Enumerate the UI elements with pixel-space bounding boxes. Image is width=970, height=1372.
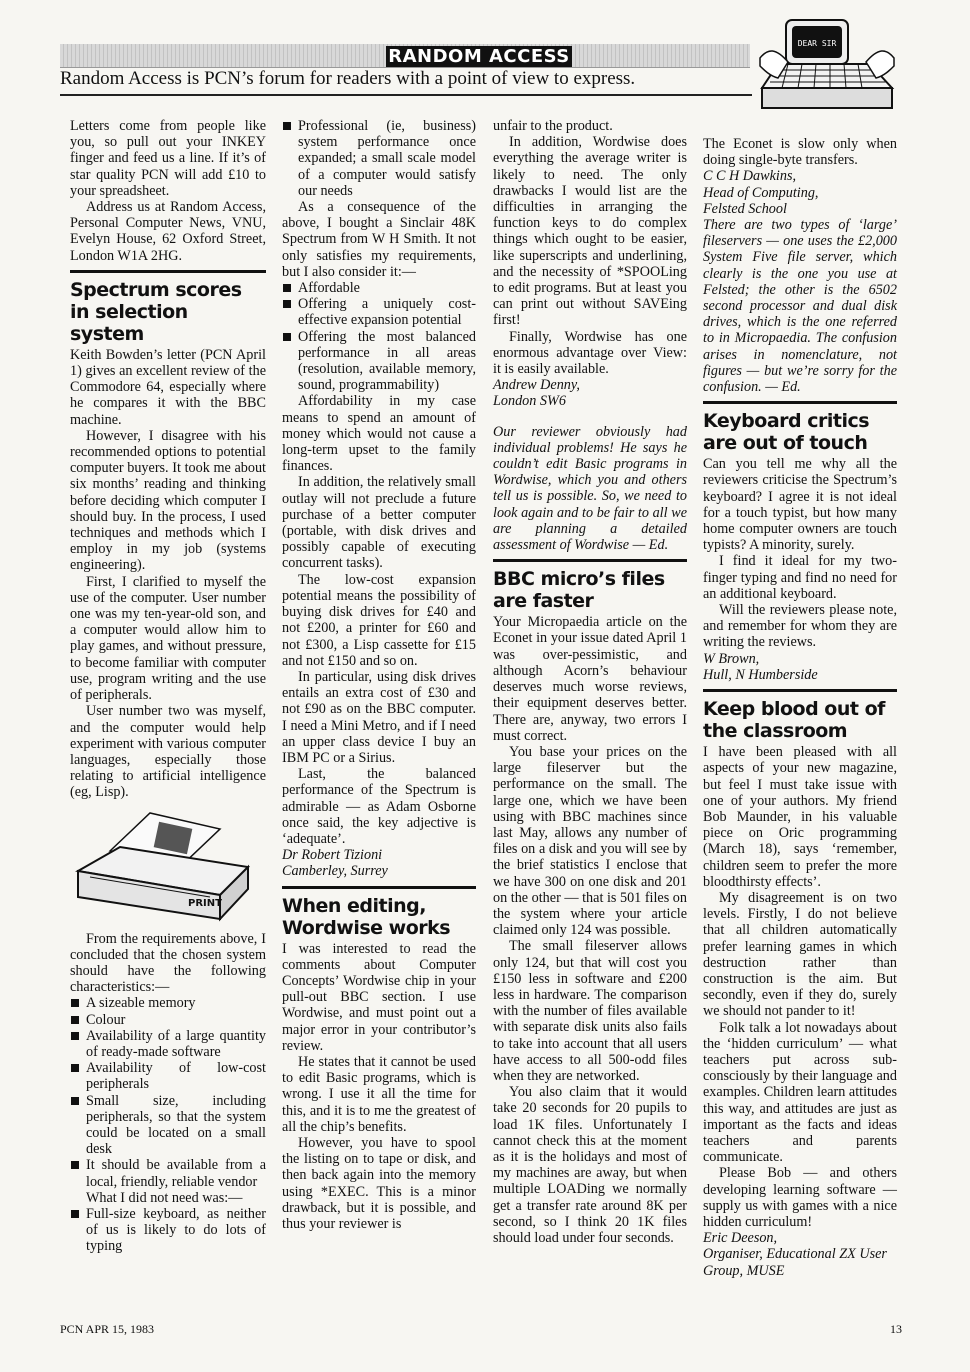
paragraph: However, I disagree with his recommended options to potential computer buyers. It took me about six months’ reading and thinking before deciding which computer I should buy. In the process, I used techniques and methods which I employ in my job (systems engineering). [70, 427, 266, 574]
section-banner: RANDOM ACCESS [386, 46, 572, 67]
paragraph: As a consequence of the above, I bought a Sinclair 48K Spectrum from W H Smith. It not only satisfies my requirements, but I also consider it:— [282, 199, 476, 280]
paragraph: In addition, Wordwise does everything the average writer is likely to need. The only drawbacks I would list are the difficulties in arranging the function keys to do complex things which ought to be easier, like superscripts and underlining, and the necessity of *SPOOLing to edit programs. But at least you can print out without SAVEing first! [493, 134, 687, 329]
terminal-screen-text: DEAR SIR [797, 39, 837, 48]
section-tagline: Random Access is PCN’s forum for readers with a point of view to express. [60, 68, 636, 89]
paragraph: I was interested to read the comments about Computer Concepts’ Wordwise chip in your pull-out BBC section. I use Wordwise, and must point out a major error in your contributor’s review. [282, 940, 476, 1054]
paragraph: In particular, using disk drives entails an extra cost of £30 and not £90 as on the BBC computer. I need a Mini Metro, and if I need an upper class device I buy an IBM PC or a Sirius. [282, 668, 476, 766]
headline-bbc-files-faster: BBC micro’s files are faster [493, 559, 687, 612]
signature-place: Camberley, Surrey [282, 863, 388, 880]
list-item: Availability of low-cost peripherals [70, 1060, 266, 1092]
paragraph: Will the reviewers please note, and remember for whom they are writing the reviews. [703, 602, 897, 651]
paragraph: What I did not need was:— [86, 1189, 243, 1206]
paragraph: Affordability in my case means to spend an amount of money which would not cause a long-term upset to the family finances. [282, 393, 476, 475]
paragraph: Please Bob — and others developing learning software — supply us with games with a nice hidden curriculum! [703, 1165, 897, 1230]
terminal-illustration [758, 18, 896, 122]
signature-name: Eric Deeson, [703, 1230, 778, 1247]
signature-organisation: Organiser, Educational ZX User Group, MUSE [703, 1246, 887, 1279]
intro-text: Letters come from people like you, so pull out your INKEY finger and feed us a line. If it’s of star quality PCN will add £10 to your spreadsheet. [70, 118, 266, 199]
page-number: 13 [890, 1322, 902, 1336]
bullet-list [282, 118, 476, 199]
headline-keyboard-critics: Keyboard critics are out of touch [703, 401, 897, 454]
editor-note: Our reviewer obviously had individual problems! He says he couldn’t edit Basic programs in Wordwise, which you and others tell us is possible. So, we need to look again and to be fair to all we are planning a detailed assessment of Wordwise — Ed. [493, 423, 687, 554]
list-item: A sizeable memory [70, 995, 266, 1011]
list-item: Professional (ie, business) system performance once expanded; a small scale model of a computer would satisfy our needs [282, 118, 476, 199]
header-rule [60, 94, 752, 96]
list-item: Offering the most balanced performance in all areas (resolution, available memory, sound, programmability) [282, 329, 476, 394]
signature-title: Head of Computing, [703, 184, 819, 201]
list-item: Availability of a large quantity of ready-made software [70, 1028, 266, 1060]
paragraph: Folk talk a lot nowadays about the ‘hidden curriculum’ — what teachers put across sub-consciously by their language and examples. Children learn attitudes this way, and attitudes are just as important as the facts and ideas teachers and parents communicate. [703, 1019, 897, 1166]
paragraph: I have been pleased with all aspects of your new magazine, but feel I must take issue with one of your authors. My friend Bob Maunder, in his valuable piece on Oric programming (March 18), says ‘remember, children seem to prefer the more bloodthirsty effects’. [703, 744, 897, 890]
list-item: Full-size keyboard, as neither of us is likely to do lots of typing [70, 1206, 266, 1255]
paragraph: Your Micropaedia article on the Econet in your issue dated April 1 was over-pessimistic, and although Acorn’s behaviour deserves much worse reviews, their equipment deserves better. There are, anyway, two errors I must correct. [493, 614, 687, 744]
signature-place: Hull, N Humberside [703, 666, 818, 683]
paragraph: unfair to the product. [493, 118, 613, 134]
column-4 [703, 136, 897, 1279]
paragraph: Last, the balanced performance of the Spectrum is admirable — as Adam Osborne once said, the key adjective is ‘adequate’. [282, 766, 476, 847]
signature-place: Felsted School [703, 200, 787, 217]
paragraph: He states that it cannot be used to edit Basic programs, which is wrong. I use it all the time for this, and it is to me the greatest of all the chip’s benefits. [282, 1053, 476, 1135]
paragraph: You also claim that it would take 20 seconds for 20 pupils to load 1K files. Unfortunately I cannot check this at the moment as it is the holidays and most of my machines are away, but when multiple LOADing we normally get a transfer rate around 8K per second, so I think 20 1K files should load under four seconds. [493, 1084, 687, 1246]
bullet-list [282, 280, 476, 393]
paragraph: I find it ideal for my two-finger typing and find no need for an additional keyboard. [703, 553, 897, 602]
list-item: Colour [70, 1012, 266, 1028]
paragraph: The Econet is slow only when doing single-byte transfers. [703, 136, 897, 169]
signature-name: W Brown, [703, 650, 760, 667]
paragraph: My disagreement is on two levels. Firstly, I do not believe that all children automatically prefer learning games in which destruction rather than construction is the aim. But secondly, even if they do, surely we should not pander to it! [703, 889, 897, 1020]
bullet-list [70, 995, 266, 1189]
paragraph: You base your prices on the large fileserver but the performance on the small. The large one, which we have been using with BBC machines since last May, allows any number of files on a disk and you will see by the brief statistics I enclose that we have 300 on one disk and 201 on the other — that is 501 files on the system where your article claimed only 124 was possible. [493, 743, 687, 939]
paragraph: Can you tell me why all the reviewers criticise the Spectrum’s keyboard? I agree it is not ideal for a touch typist, but how many home computer owners are touch typists? A minority, surely. [703, 456, 897, 554]
address-text: Address us at Random Access, Personal Computer News, VNU, Evelyn House, 62 Oxford Street, London W1A 2HG. [70, 199, 266, 264]
signature-place: London SW6 [493, 393, 566, 410]
list-item: Affordable [282, 280, 476, 296]
signature-name: Dr Robert Tizioni [282, 847, 383, 864]
column-2 [282, 118, 476, 1232]
printer-illustration [70, 807, 260, 923]
paragraph: In addition, the relatively small outlay will not preclude a future purchase of a better computer (portable, with disk drives and possibly capable of executing concurrent tasks). [282, 474, 476, 572]
headline-wordwise-works: When editing, Wordwise works [282, 886, 476, 939]
list-item: Small size, including peripherals, so that the system could be located on a small desk [70, 1093, 266, 1158]
editor-note: There are two types of ‘large’ fileservers — one uses the £2,000 System Five file server, which clearly is the one you use at Felsted; the other is the 6502 second processor and dual disk drives, which is the one referred to in Micropaedia. The confusion arises in nomenclature, not figures — but we’re sorry for the confusion. — Ed. [703, 217, 897, 396]
list-item: Offering a uniquely cost-effective expansion potential [282, 296, 476, 328]
column-1 [70, 118, 266, 1255]
column-3 [493, 118, 687, 1246]
paragraph: User number two was myself, and the computer would help experiment with various computer languages, especially those relating to artificial intelligence (eg, Lisp). [70, 703, 266, 801]
list-item: It should be available from a local, friendly, reliable vendor [70, 1157, 266, 1189]
headline-spectrum-scores: Spectrum scores in selection system [70, 270, 266, 345]
paragraph: The low-cost expansion potential means the possibility of buying disk drives for £40 and not £200, a printer for £60 and not £300, a Lisp cassette for £15 and not £150 and so on. [282, 571, 476, 669]
paragraph: The small fileserver allows only 124, but that will cost you £150 less in software and £200 less in hardware. The comparison with the number of files available with separate disk units also fails to take into account that all users have access to all 500-odd files when they are networked. [493, 938, 687, 1084]
paragraph: First, I clarified to myself the use of the computer. User number one was my ten-year-old son, and a computer would allow him to play games, and without pressure, to become familiar with computer use, program writing and the use of peripherals. [70, 573, 266, 704]
paragraph: However, you have to spool the listing on to tape or disk, and then back again into the memory using *EXEC. This is a minor drawback, but it is possible, and thus your reviewer is [282, 1134, 476, 1232]
signature-name: Andrew Denny, [493, 377, 580, 394]
paragraph: Keith Bowden’s letter (PCN April 1) gives an excellent review of the Commodore 64, especially where he compares it with the BBC machine. [70, 346, 266, 428]
footer-issue: PCN APR 15, 1983 [60, 1322, 155, 1336]
signature-name: C C H Dawkins, [703, 168, 797, 185]
paragraph: Finally, Wordwise has one enormous advantage over View: it is easily available. [493, 328, 687, 378]
printer-label: PRINT [188, 897, 222, 909]
paragraph: From the requirements above, I concluded that the chosen system should have the following characteristics:— [70, 930, 266, 996]
bullet-list [70, 1206, 266, 1255]
headline-keep-blood-out: Keep blood out of the classroom [703, 689, 897, 742]
